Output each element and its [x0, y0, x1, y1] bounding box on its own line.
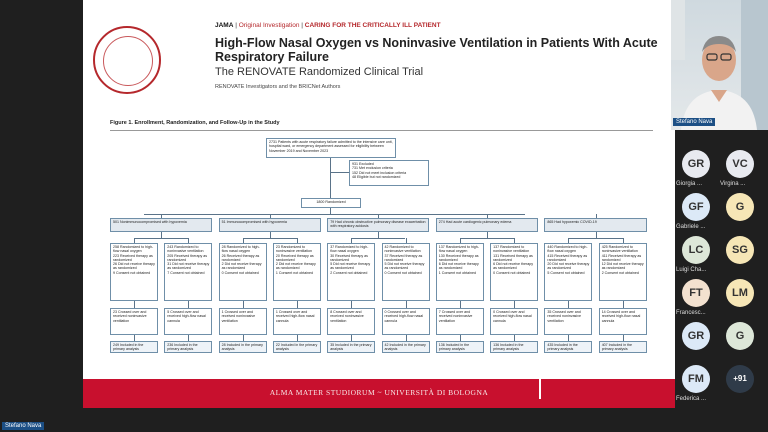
- crossover-box: 1 Crossed over and received noninvasive ventilation: [219, 308, 267, 335]
- arm-box: 258 Randomized to high-flow nasal oxygen 223 Received therapy as randomized 26 Did not receive therapy as randomized 9 Consent not obtained: [110, 243, 158, 301]
- arm-box: 425 Randomized to noninvasive ventilation 411 Received therapy as randomized 12 Did not receive therapy as randomized 2 Consent not obtained: [599, 243, 647, 301]
- participant-avatar[interactable]: LM: [726, 279, 754, 307]
- connector-line: [487, 214, 488, 218]
- speaker-name-tag: Stefano Nava: [673, 118, 715, 126]
- journal-name: JAMA: [215, 22, 234, 29]
- analysis-box: 136 Included in the primary analysis: [436, 341, 484, 353]
- participant-avatar[interactable]: VC: [726, 150, 754, 178]
- arm-box: 23 Randomized to noninvasive ventilation 20 Received therapy as randomized 2 Did not receive therapy as randomized 1 Consent not obtained: [273, 243, 321, 301]
- analysis-box: 28 Included in the primary analysis: [219, 341, 267, 353]
- speaker-figure: [671, 0, 768, 130]
- crossover-box: 5 Crossed over and received high-flow nasal cannula: [164, 308, 212, 335]
- footer-text: ALMA MATER STUDIORUM ~ UNIVERSITÀ DI BOLOGNA: [269, 388, 489, 397]
- connector-line: [134, 238, 188, 239]
- participant-avatar[interactable]: LC: [682, 236, 710, 264]
- connector-line: [161, 232, 162, 238]
- participant-avatar[interactable]: FM: [682, 365, 710, 393]
- connector-line: [270, 232, 271, 238]
- analysis-box: 435 Included in the primary analysis: [544, 341, 592, 353]
- analysis-box: 35 Included in the primary analysis: [327, 341, 375, 353]
- journal-header: [215, 22, 441, 29]
- connector-line: [596, 214, 597, 218]
- connector-line: [487, 232, 488, 238]
- participant-avatar[interactable]: SG: [726, 236, 754, 264]
- arm-box: 243 Randomized to noninvasive ventilation 205 Received therapy as randomized 31 Did not receive therapy as randomized 7 Consent not obtained: [164, 243, 212, 301]
- participant-name: Francesc...: [676, 310, 706, 316]
- participant-avatar[interactable]: G: [726, 193, 754, 221]
- analysis-box: 22 Included in the primary analysis: [273, 341, 321, 353]
- connector-line: [161, 214, 162, 218]
- connector-line: [568, 238, 622, 239]
- crossover-box: 7 Crossed over and received noninvasive ventilation: [436, 308, 484, 335]
- participant-name: Federica ...: [676, 396, 707, 402]
- connector-line: [243, 238, 297, 239]
- crossover-box: 14 Crossed over and received high-flow nasal cannula: [599, 308, 647, 335]
- connector-line: [460, 238, 514, 239]
- assessed-box: 2731 Patients with acute respiratory failure admitted to the intensive care unit, hospital ward, or emergency department assessed for eligibility between November 2019 and November 2023: [266, 138, 396, 158]
- connector-line: [351, 238, 405, 239]
- university-footer: [83, 379, 675, 408]
- connector-line: [378, 214, 379, 218]
- excluded-box: 931 Excluded 731 Met exclusion criteria 152 Did not meet inclusion criteria 48 Eligible but not randomized: [349, 160, 429, 186]
- arm-box: 42 Randomized to noninvasive ventilation 37 Received therapy as randomized 5 Did not receive therapy as randomized 0 Consent not obtained: [382, 243, 430, 301]
- randomized-box: 1800 Randomized: [301, 198, 361, 208]
- crossover-box: 35 Crossed over and received noninvasive ventilation: [544, 308, 592, 335]
- participants-grid: [676, 150, 768, 410]
- participant-avatar[interactable]: GR: [682, 322, 710, 350]
- arm-box: 137 Randomized to high-flow nasal oxygen 130 Received therapy as randomized 6 Did not receive therapy as randomized 1 Consent not obtained: [436, 243, 484, 301]
- participant-avatar[interactable]: GF: [682, 193, 710, 221]
- header-separator: |: [301, 22, 303, 29]
- presenter-label: Stefano Nava: [2, 422, 44, 430]
- figure-divider: [110, 130, 653, 131]
- crossover-box: 1 Crossed over and received high-flow nasal cannula: [273, 308, 321, 335]
- shared-slide: [83, 0, 675, 408]
- paper-authors: RENOVATE Investigators and the BRICNet Authors: [215, 84, 341, 90]
- subgroup-box: 51 Immunocompromised with hypoxemia: [219, 218, 321, 232]
- analysis-box: 136 Included in the primary analysis: [490, 341, 538, 353]
- crossover-box: 0 Crossed over and received high-flow nasal cannula: [490, 308, 538, 335]
- participant-avatar[interactable]: G: [726, 322, 754, 350]
- crossover-box: 8 Crossed over and received noninvasive ventilation: [327, 308, 375, 335]
- section-label: CARING FOR THE CRITICALLY ILL PATIENT: [304, 22, 441, 29]
- analysis-box: 407 Included in the primary analysis: [599, 341, 647, 353]
- participant-avatar[interactable]: GR: [682, 150, 710, 178]
- paper-title: High-Flow Nasal Oxygen vs Noninvasive Ventilation in Patients With Acute Respiratory Failure: [215, 36, 658, 64]
- arm-box: 37 Randomized to high-flow nasal oxygen 30 Received therapy as randomized 5 Did not receive therapy as randomized 2 Consent not obtained: [327, 243, 375, 301]
- arm-box: 28 Randomized to high-flow nasal oxygen 26 Received therapy as randomized 2 Did not receive therapy as randomized 0 Consent not obtained: [219, 243, 267, 301]
- subgroup-box: 501 Nonimmunocompromised with hypoxemia: [110, 218, 212, 232]
- crossover-box: 23 Crossed over and received noninvasive ventilation: [110, 308, 158, 335]
- connector-line: [270, 214, 271, 218]
- analysis-box: 236 Included in the primary analysis: [164, 341, 212, 353]
- connector-line: [378, 232, 379, 238]
- crossover-box: 0 Crossed over and received high-flow nasal cannula: [382, 308, 430, 335]
- article-type: Original Investigation: [238, 22, 300, 29]
- participant-name: Gabriele ...: [676, 224, 706, 230]
- paper-subtitle: The RENOVATE Randomized Clinical Trial: [215, 66, 424, 78]
- participant-avatar[interactable]: +91: [726, 365, 754, 393]
- arm-box: 137 Randomized to noninvasive ventilation 131 Received therapy as randomized 6 Did not receive therapy as randomized 0 Consent not obtained: [490, 243, 538, 301]
- speaker-video[interactable]: [671, 0, 768, 130]
- subgroup-box: 274 Had acute cardiogenic pulmonary edema: [436, 218, 538, 232]
- participant-name: Virgina ...: [720, 181, 746, 187]
- subgroup-box: 865 Had hypoxemic COVID-19: [544, 218, 646, 232]
- participant-avatar[interactable]: FT: [682, 279, 710, 307]
- participant-name: Giorgia ...: [676, 181, 703, 187]
- arm-box: 440 Randomized to high-flow nasal oxygen 415 Received therapy as randomized 20 Did not receive therapy as randomized 5 Consent not obtained: [544, 243, 592, 301]
- analysis-box: 249 Included in the primary analysis: [110, 341, 158, 353]
- participant-name: Luigi Cha...: [676, 267, 707, 273]
- subgroup-box: 79 Had chronic obstructive pulmonary disease exacerbation with respiratory acidosis: [327, 218, 429, 232]
- university-seal-logo: [93, 26, 161, 94]
- figure-title: Figure 1. Enrollment, Randomization, and Follow-Up in the Study: [110, 120, 280, 126]
- analysis-box: 42 Included in the primary analysis: [382, 341, 430, 353]
- header-separator: |: [235, 22, 237, 29]
- connector-line: [596, 232, 597, 238]
